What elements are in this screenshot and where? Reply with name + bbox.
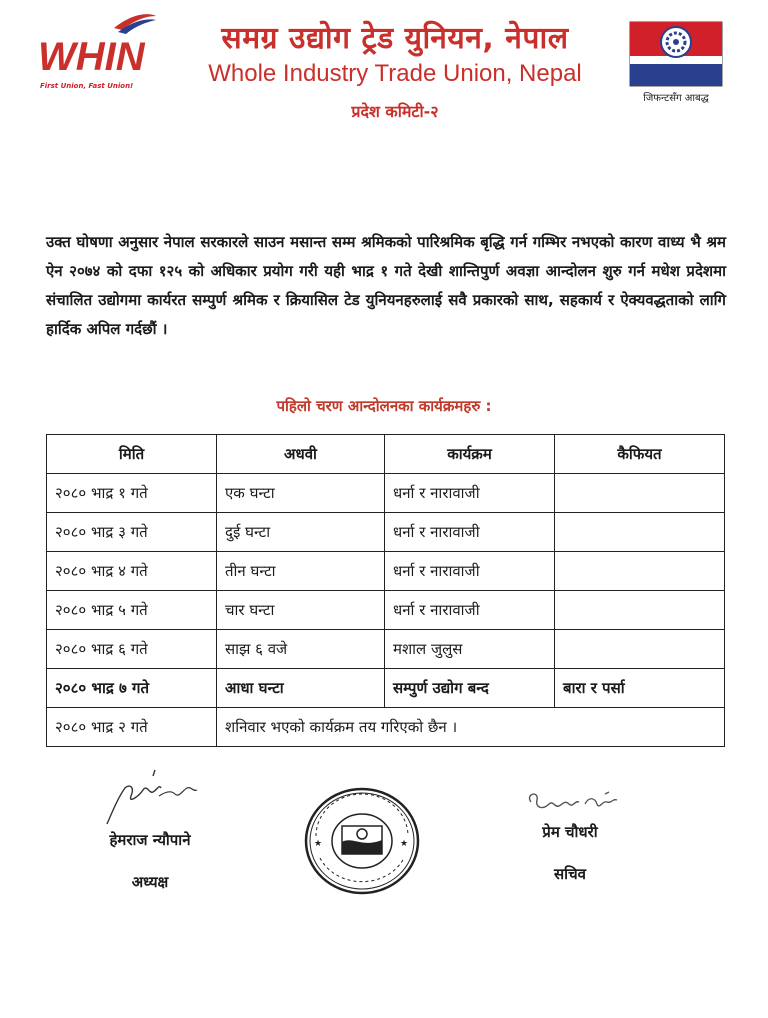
cell-activity: सम्पुर्ण उद्योग बन्द bbox=[385, 669, 555, 708]
program-table bbox=[46, 434, 725, 747]
table-note-row bbox=[47, 708, 725, 747]
signatory-secretary bbox=[500, 786, 640, 884]
table-row bbox=[47, 552, 725, 591]
cell-date: २०८० भाद्र ७ गते bbox=[47, 669, 217, 708]
whin-logo bbox=[36, 10, 160, 98]
signatory-president bbox=[80, 766, 220, 892]
cell-duration: आधा घन्टा bbox=[217, 669, 385, 708]
cell-activity: धर्ना र नारावाजी bbox=[385, 474, 555, 513]
cell-activity: धर्ना र नारावाजी bbox=[385, 591, 555, 630]
table-header-row bbox=[47, 435, 725, 474]
header-duration: अधवी bbox=[217, 435, 385, 474]
cell-date: २०८० भाद्र ३ गते bbox=[47, 513, 217, 552]
cell-activity: धर्ना र नारावाजी bbox=[385, 552, 555, 591]
cell-activity: धर्ना र नारावाजी bbox=[385, 513, 555, 552]
cell-note: शनिवार भएको कार्यक्रम तय गरिएको छैन । bbox=[217, 708, 725, 747]
cell-remarks bbox=[555, 513, 725, 552]
cell-duration: एक घन्टा bbox=[217, 474, 385, 513]
cell-remarks bbox=[555, 474, 725, 513]
svg-text:★: ★ bbox=[400, 839, 409, 849]
cell-duration: दुई घन्टा bbox=[217, 513, 385, 552]
table-row bbox=[47, 669, 725, 708]
cell-duration: तीन घन्टा bbox=[217, 552, 385, 591]
president-title: अध्यक्ष bbox=[131, 873, 169, 891]
cell-date: २०८० भाद्र ५ गते bbox=[47, 591, 217, 630]
affiliation-logo bbox=[628, 20, 724, 110]
org-name-nepali: समग्र उद्योग ट्रेड युनियन, नेपाल bbox=[221, 21, 569, 56]
table-row bbox=[47, 591, 725, 630]
stamp-seal-icon bbox=[302, 786, 422, 896]
cell-remarks bbox=[555, 552, 725, 591]
secretary-title: सचिव bbox=[554, 865, 586, 883]
cell-date: २०८० भाद्र २ गते bbox=[47, 708, 217, 747]
table-row bbox=[47, 513, 725, 552]
appeal-paragraph: उक्त घोषणा अनुसार नेपाल सरकारले साउन मसान्त सम्म श्रमिकको पारिश्रमिक बृद्धि गर्न गम्भिर नभएको कारण वाध्य भै श्रम ऐन २०७४ को दफा १२५ को अधिकार प्रयोग गरी यही भाद्र १ गते देखी शान्तिपुर्ण अवज्ञा आन्दोलन शुरु गर्न मधेश प्रदेशमा संचालित उद्योगमा कार्यरत सम्पुर्ण श्रमिक र क्रियासिल टेड युनियनहरुलाई सवै प्रकारको साथ, सहकार्य र ऐक्यवद्धताको लागि हार्दिक अपिल गर्दछौं । bbox=[46, 233, 726, 338]
committee-name: प्रदेश कमिटी-२ bbox=[351, 102, 439, 121]
secretary-name: प्रेम चौधरी bbox=[542, 823, 598, 841]
svg-text:WHIN: WHIN bbox=[38, 35, 145, 79]
header-remarks: कैफियत bbox=[555, 435, 725, 474]
cell-remarks: बारा र पर्सा bbox=[555, 669, 725, 708]
cell-date: २०८० भाद्र ४ गते bbox=[47, 552, 217, 591]
signature-mark bbox=[95, 766, 205, 830]
cell-duration: चार घन्टा bbox=[217, 591, 385, 630]
affiliation-text: जिफन्टसँग आबद्ध bbox=[643, 93, 709, 104]
gefont-flag-icon bbox=[628, 20, 724, 88]
letterhead bbox=[0, 0, 768, 140]
org-name-english: Whole Industry Trade Union, Nepal bbox=[208, 60, 582, 87]
table-row bbox=[47, 474, 725, 513]
cell-activity: मशाल जुलुस bbox=[385, 630, 555, 669]
president-name: हेमराज न्यौपाने bbox=[109, 831, 191, 849]
cell-date: २०८० भाद्र ६ गते bbox=[47, 630, 217, 669]
cell-date: २०८० भाद्र १ गते bbox=[47, 474, 217, 513]
svg-text:★: ★ bbox=[314, 839, 323, 849]
cell-remarks bbox=[555, 630, 725, 669]
header-date: मिति bbox=[47, 435, 217, 474]
cell-remarks bbox=[555, 591, 725, 630]
signature-mark bbox=[515, 786, 625, 822]
header-activity: कार्यक्रम bbox=[385, 435, 555, 474]
logo-tagline: First Union, Fast Union! bbox=[40, 82, 134, 90]
program-heading: पहिलो चरण आन्दोलनका कार्यक्रमहरु : bbox=[276, 397, 492, 415]
whin-logo-icon bbox=[36, 10, 160, 80]
committee-seal bbox=[302, 786, 422, 896]
cell-duration: साझ ६ वजे bbox=[217, 630, 385, 669]
table-row bbox=[47, 630, 725, 669]
